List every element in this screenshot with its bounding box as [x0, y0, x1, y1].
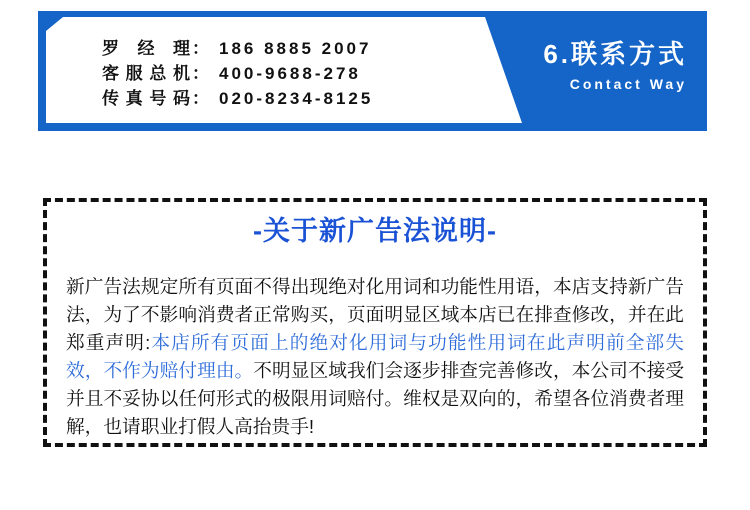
contact-row-manager	[102, 36, 373, 61]
contact-label: 客服总机	[102, 64, 190, 83]
contact-row-hotline	[102, 61, 373, 86]
section-title: 6.联系方式	[543, 39, 687, 69]
section-heading	[543, 39, 687, 92]
contact-panel	[102, 36, 373, 111]
contact-phone-number: 400-9688-278	[219, 64, 361, 83]
contact-banner	[38, 11, 707, 131]
contact-label: 罗经理	[102, 39, 190, 58]
section-subtitle: Contact Way	[569, 76, 687, 92]
contact-label: 传真号码	[102, 89, 190, 108]
contact-separator: ：	[192, 39, 209, 58]
disclaimer-normal-text: 新广告法规定所有页面不得出现绝对化用词和功能性用语，本店支持新广告法，为了不影响消费者正常购买，页面明显区域本店已在排查修改，并在此郑重声明:	[66, 276, 684, 353]
disclaimer-normal-text: 不明显区域我们会逐步排查完善修改，本公司不接受并且不妥协以任何形式的极限用词赔付。维权是双向的，希望各位消费者理解，也请职业打假人高抬贵手!	[66, 360, 685, 437]
disclaimer-box	[43, 198, 707, 447]
contact-phone-number: 186 8885 2007	[219, 39, 372, 58]
disclaimer-highlight-text: 本店所有页面上的绝对化用词与功能性用词在此声明前全部失效，不作为赔付理由。	[66, 332, 684, 381]
contact-separator: ：	[192, 89, 209, 108]
disclaimer-text	[66, 273, 684, 441]
disclaimer-title: -关于新广告法说明-	[253, 216, 497, 246]
contact-fax-number: 020-8234-8125	[219, 89, 374, 108]
contact-separator: ：	[192, 64, 209, 83]
contact-row-fax	[102, 86, 373, 111]
